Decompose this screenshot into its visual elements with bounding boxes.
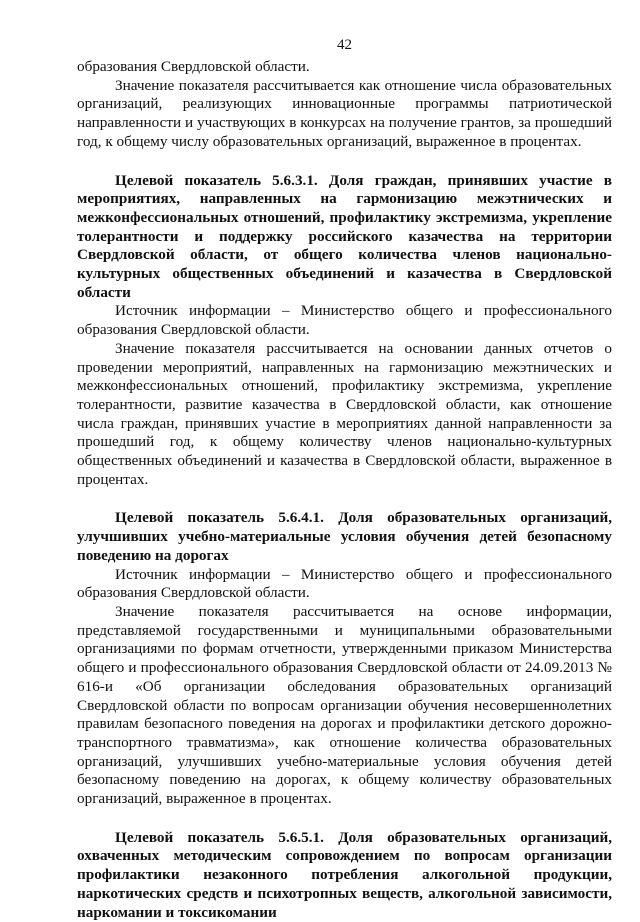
paragraph-source-1: Источник информации – Министерство общего и профессионального образования Свердловской области. — [77, 302, 612, 339]
section-gap — [77, 809, 612, 829]
page-number: 42 — [337, 37, 352, 53]
paragraph-calculation-1: Значение показателя рассчитывается как отношение числа образовательных организаций, реализующих инновационные программы патриотической направленности и участвующих в конкурсах на получение грантов, за прошедший год, к общему числу образовательных организаций, выраженное в процентах. — [77, 76, 612, 150]
section-gap — [77, 152, 612, 172]
heading-indicator-5-6-3-1: Целевой показатель 5.6.3.1. Доля граждан, принявших участие в мероприятиях, направленных на гармонизацию межэтнических и межконфессиональных отношений, профилактику экстремизма, укрепление толерантности и поддержку российского казачества на территории Свердловской области, от общего количества членов национально-культурных общественных объединений и казачества в Свердловской области — [77, 171, 612, 301]
paragraph-continuation: образования Свердловской области. — [77, 58, 310, 75]
document-page — [77, 36, 612, 922]
section-gap — [77, 489, 612, 509]
heading-indicator-5-6-5-1: Целевой показатель 5.6.5.1. Доля образовательных организаций, охваченных методическим сопровождением по вопросам организации профилактики незаконного потребления алкогольной продукции, наркотических средств и психотропных веществ, алкогольной зависимости, наркомании и токсикомании — [77, 828, 612, 921]
paragraph-calculation-3: Значение показателя рассчитывается на основе информации, представляемой государственными и муниципальными образовательными организациями по формам отчетности, утвержденными приказом Министерства общего и профессионального образования Свердловской области от 24.09.2013 № 616-и «Об организации обследования образовательных организаций Свердловской области по вопросам организации обучения несовершеннолетних правилам безопасного поведения на дорогах и профилактики детского дорожно-транспортного травматизма», как отношение количества образовательных организаций, улучшивших учебно-материальные условия обучения детей безопасному поведению на дорогах, к общему количеству образовательных организаций, выраженное в процентах. — [77, 602, 612, 808]
paragraph-source-2: Источник информации – Министерство общего и профессионального образования Свердловской области. — [77, 565, 612, 602]
heading-indicator-5-6-4-1: Целевой показатель 5.6.4.1. Доля образовательных организаций, улучшивших учебно-материальные условия обучения детей безопасному поведению на дорогах — [77, 509, 612, 564]
paragraph-calculation-2: Значение показателя рассчитывается на основании данных отчетов о проведении мероприятий, направленных на гармонизацию межэтнических и межконфессиональных отношений, профилактику экстремизма, укрепление толерантности, развитие казачества в Свердловской области, как отношение числа граждан, принявших участие в мероприятиях данной направленности за прошедший год, к общему количеству членов национально-культурных общественных объединений и казачества в Свердловской области, выраженное в процентах. — [77, 339, 612, 488]
